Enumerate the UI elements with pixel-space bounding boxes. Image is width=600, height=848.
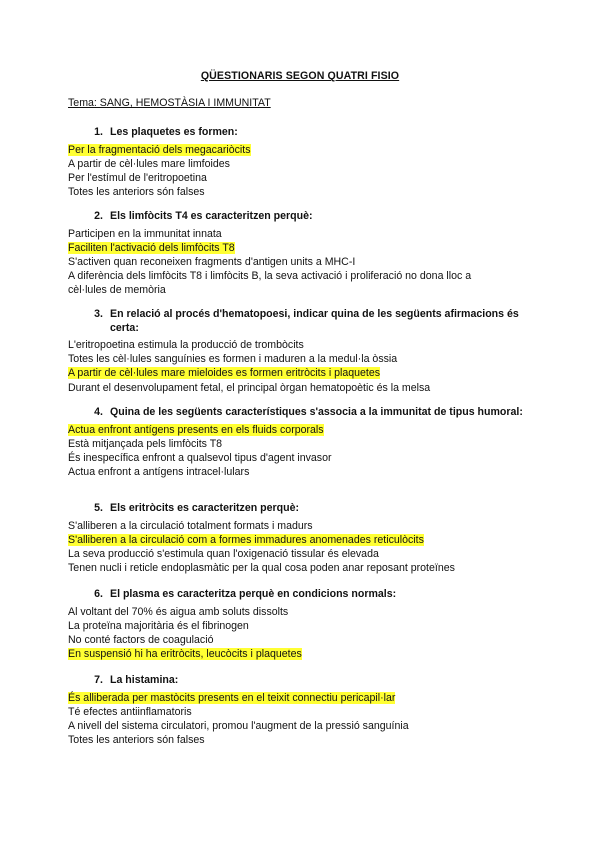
question-3: [68, 308, 538, 395]
question-2: [68, 210, 538, 298]
answer-option: Durant el desenvolupament fetal, el principal òrgan hematopoètic és la melsa: [68, 381, 431, 394]
question-heading: [68, 588, 538, 602]
answer-option: Per la fragmentació dels megacariòcits: [68, 143, 251, 156]
question-number: 7.: [94, 674, 103, 686]
question-number: 5.: [94, 502, 103, 514]
question-number: 6.: [94, 588, 103, 600]
question-text: La histamina:: [110, 674, 179, 686]
question-heading: [68, 406, 538, 420]
answer-option: S'activen quan reconeixen fragments d'antigen units a MHC-I: [68, 255, 356, 268]
question-6: [68, 588, 538, 661]
question-5: [68, 502, 538, 575]
question-number: 3.: [94, 308, 103, 320]
answer-option: Actua enfront a antígens intracel·lulars: [68, 466, 250, 479]
answer-option: No conté factors de coagulació: [68, 633, 214, 646]
answer-option: És alliberada per mastòcits presents en el teixit connectiu pericapil·lar: [68, 691, 396, 704]
question-text: Quina de les següents característiques s'associa a la immunitat de tipus humoral:: [110, 406, 523, 418]
answer-option: Faciliten l'activació dels limfòcits T8: [68, 241, 235, 254]
question-text: En relació al procés d'hematopoesi, indicar quina de les següents afirmacions és certa:: [110, 308, 519, 334]
answer-option: A partir de cèl·lules mare mieloides es formen eritròcits i plaquetes: [68, 367, 381, 380]
answer-option: Participen en la immunitat innata: [68, 227, 222, 240]
answer-option: La seva producció s'estimula quan l'oxigenació tissular és elevada: [68, 547, 379, 560]
question-4: [68, 406, 538, 479]
answer-option: S'alliberen a la circulació com a formes immadures anomenades reticulòcits: [68, 533, 424, 546]
question-1: [68, 126, 538, 199]
answer-option: Està mitjançada pels limfòcits T8: [68, 437, 223, 450]
answer-option: Totes les anteriors són falses: [68, 734, 205, 747]
question-heading: [68, 674, 538, 688]
answer-option: Totes les anteriors són falses: [68, 186, 205, 199]
answer-option: Per l'estímul de l'eritropoetina: [68, 171, 207, 184]
question-heading: [68, 210, 538, 224]
document-title: QÜESTIONARIS SEGON QUATRI FISIO: [200, 70, 400, 82]
answer-option: A partir de cèl·lules mare limfoides: [68, 157, 230, 170]
answer-option: Té efectes antiinflamatoris: [68, 705, 192, 718]
question-number: 1.: [94, 126, 103, 138]
question-heading: [68, 502, 538, 516]
question-heading: [68, 126, 538, 140]
question-text: El plasma es caracteritza perquè en condicions normals:: [110, 588, 397, 600]
question-text: Les plaquetes es formen:: [110, 126, 238, 138]
question-heading: [68, 308, 538, 335]
answer-option: La proteïna majoritària és el fibrinogen: [68, 619, 249, 632]
answer-option: Actua enfront antígens presents en els fluids corporals: [68, 423, 324, 436]
answer-option: Al voltant del 70% és aigua amb soluts dissolts: [68, 605, 289, 618]
answer-option: Totes les cèl·lules sanguínies es formen i maduren a la medul·la òssia: [68, 353, 398, 366]
question-7: [68, 674, 538, 747]
answer-option: A diferència dels limfòcits T8 i limfòcits B, la seva activació i proliferació no dona lloc a cèl·lules de memòria: [68, 270, 472, 297]
question-text: Els eritròcits es caracteritzen perquè:: [110, 502, 300, 514]
answer-option: A nivell del sistema circulatori, promou l'augment de la pressió sanguínia: [68, 719, 409, 732]
question-number: 4.: [94, 406, 103, 418]
question-number: 2.: [94, 210, 103, 222]
answer-option: En suspensió hi ha eritròcits, leucòcits i plaquetes: [68, 648, 302, 661]
answer-option: Tenen nucli i reticle endoplasmàtic per la qual cosa poden anar reposant proteïnes: [68, 562, 455, 575]
answer-option: L'eritropoetina estimula la producció de trombòcits: [68, 339, 304, 351]
question-text: Els limfòcits T4 es caracteritzen perquè:: [110, 210, 313, 222]
topic-heading: Tema: SANG, HEMOSTÀSIA I IMMUNITAT: [68, 97, 271, 109]
answer-option: És inespecífica enfront a qualsevol tipus d'agent invasor: [68, 451, 332, 464]
answer-option: S'alliberen a la circulació totalment formats i madurs: [68, 519, 313, 532]
